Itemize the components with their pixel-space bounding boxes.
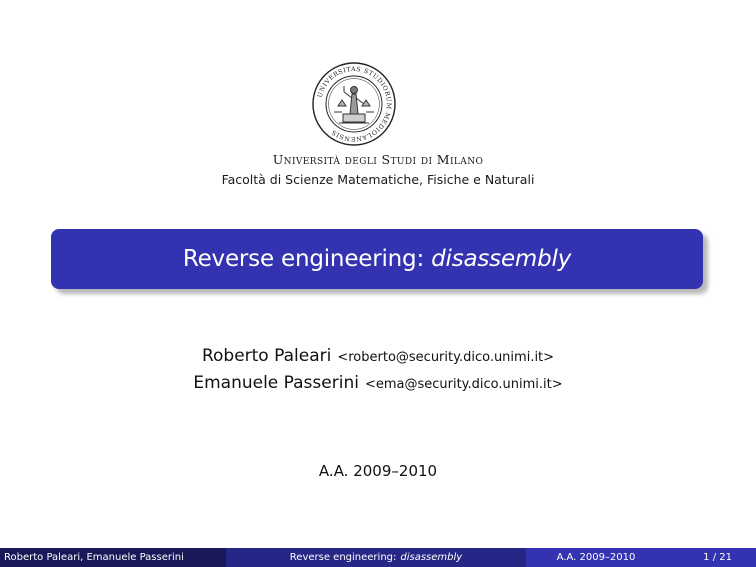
title-main: Reverse engineering: [182,246,424,272]
footer-date [526,548,666,567]
footer-page-number [666,548,756,567]
academic-year: A.A. 2009–2010 [318,462,438,480]
authors-block [0,342,756,396]
university-name: Università degli Studi di Milano [272,152,484,167]
title-emphasis: disassembly [431,246,572,272]
footer-title-emphasis: disassembly [400,552,463,563]
footer-authors-text: Roberto Paleari, Emanuele Passerini [4,552,184,563]
footer-bar [0,548,756,567]
author-line [0,342,756,369]
author-name: Roberto Paleari [201,346,332,366]
university-seal-icon [312,62,396,146]
author-name: Emanuele Passerini [193,373,359,393]
seal-graphic [312,62,396,146]
title-block [51,229,703,289]
seal-ring-text: UNIVERSITAS STUDIORUM MEDIOLANENSIS [316,65,393,143]
faculty-name: Facoltà di Scienze Matematiche, Fisiche e Naturali [221,172,535,187]
footer-date-text: A.A. 2009–2010 [556,552,636,563]
presentation-title [183,246,571,272]
footer-title-main: Reverse engineering: [289,552,397,563]
author-line [0,369,756,396]
author-email: <roberto@security.dico.unimi.it> [337,350,555,365]
footer-title[interactable] [226,548,526,567]
footer-authors [0,548,226,567]
author-email: <ema@security.dico.unimi.it> [364,377,563,392]
footer-page-text: 1 / 21 [703,552,732,563]
